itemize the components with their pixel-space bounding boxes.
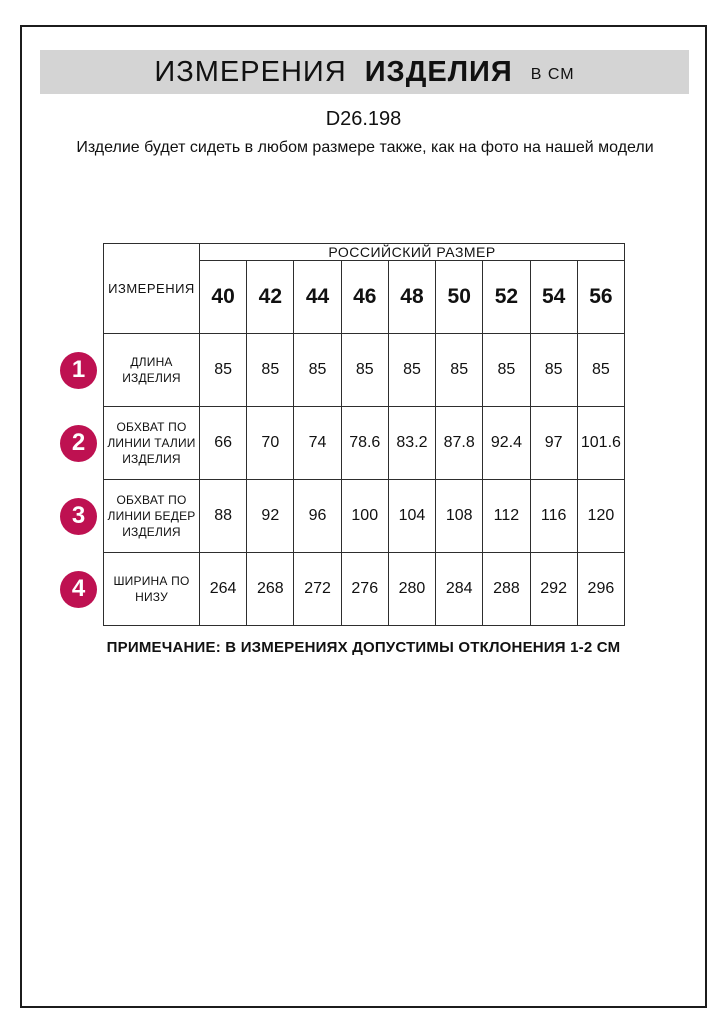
- size-column-header-44: 44: [294, 261, 341, 334]
- table-cell: 92: [247, 480, 294, 553]
- size-column-header-46: 46: [341, 261, 388, 334]
- row-label: ОБХВАТ ПО ЛИНИИ ТАЛИИ ИЗДЕЛИЯ: [104, 407, 200, 480]
- table-cell: 101.6: [577, 407, 624, 480]
- table-head: [104, 244, 625, 334]
- table-cell: 74: [294, 407, 341, 480]
- table-cell: 83.2: [388, 407, 435, 480]
- title-units: В СМ: [530, 66, 575, 83]
- table-row: [104, 480, 625, 553]
- table-cell: 108: [436, 480, 483, 553]
- table-cell: 272: [294, 553, 341, 626]
- group-header-row: [104, 244, 625, 261]
- table-cell: 284: [436, 553, 483, 626]
- model-code: D26.198: [325, 108, 402, 130]
- table-cell: 85: [577, 334, 624, 407]
- table-cell: 85: [388, 334, 435, 407]
- table-cell: 88: [200, 480, 247, 553]
- size-column-header-50: 50: [436, 261, 483, 334]
- size-table: [103, 243, 625, 626]
- table-row: [104, 553, 625, 626]
- table-cell: 85: [294, 334, 341, 407]
- size-column-header-54: 54: [530, 261, 577, 334]
- table-cell: 280: [388, 553, 435, 626]
- table-cell: 292: [530, 553, 577, 626]
- row-label: ШИРИНА ПО НИЗУ: [104, 553, 200, 626]
- row-number: 3: [71, 502, 86, 529]
- table-cell: 296: [577, 553, 624, 626]
- table-cell: 96: [294, 480, 341, 553]
- table-cell: 85: [436, 334, 483, 407]
- subtitle: Изделие будет сидеть в любом размере также, как на фото на нашей модели: [76, 139, 654, 156]
- table-cell: 66: [200, 407, 247, 480]
- table-cell: 120: [577, 480, 624, 553]
- table-cell: 85: [483, 334, 530, 407]
- title-product: ИЗДЕЛИЯ: [364, 55, 513, 88]
- table-cell: 112: [483, 480, 530, 553]
- page-frame: [20, 25, 707, 1008]
- size-table-wrap: [71, 243, 624, 626]
- measurements-column-header: ИЗМЕРЕНИЯ: [104, 244, 200, 334]
- table-cell: 104: [388, 480, 435, 553]
- size-column-header-40: 40: [200, 261, 247, 334]
- table-cell: 85: [341, 334, 388, 407]
- table-cell: 264: [200, 553, 247, 626]
- table-row: [104, 334, 625, 407]
- size-column-header-48: 48: [388, 261, 435, 334]
- size-column-header-42: 42: [247, 261, 294, 334]
- size-column-header-56: 56: [577, 261, 624, 334]
- row-label: ДЛИНА ИЗДЕЛИЯ: [104, 334, 200, 407]
- table-cell: 78.6: [341, 407, 388, 480]
- row-label: ОБХВАТ ПО ЛИНИИ БЕДЕР ИЗДЕЛИЯ: [104, 480, 200, 553]
- table-cell: 70: [247, 407, 294, 480]
- table-cell: 85: [530, 334, 577, 407]
- table-cell: 268: [247, 553, 294, 626]
- size-column-header-52: 52: [483, 261, 530, 334]
- table-cell: 87.8: [436, 407, 483, 480]
- table-cell: 100: [341, 480, 388, 553]
- table-cell: 276: [341, 553, 388, 626]
- table-row: [104, 407, 625, 480]
- row-number-badge: [60, 352, 97, 389]
- table-cell: 85: [200, 334, 247, 407]
- row-number: 2: [71, 429, 86, 456]
- table-cell: 116: [530, 480, 577, 553]
- tolerance-note: ПРИМЕЧАНИЕ: В ИЗМЕРЕНИЯХ ДОПУСТИМЫ ОТКЛОНЕНИЯ 1-2 СМ: [106, 639, 621, 656]
- row-number: 4: [71, 575, 86, 602]
- table-cell: 288: [483, 553, 530, 626]
- row-number-badge: [60, 498, 97, 535]
- row-number: 1: [71, 356, 86, 383]
- table-body: [104, 334, 625, 626]
- title-measurements: ИЗМЕРЕНИЯ: [154, 55, 347, 88]
- table-cell: 85: [247, 334, 294, 407]
- table-cell: 92.4: [483, 407, 530, 480]
- row-number-badge: [60, 425, 97, 462]
- row-number-badge: [60, 571, 97, 608]
- russian-size-header: РОССИЙСКИЙ РАЗМЕР: [200, 244, 625, 261]
- title-bar: [40, 50, 689, 94]
- table-cell: 97: [530, 407, 577, 480]
